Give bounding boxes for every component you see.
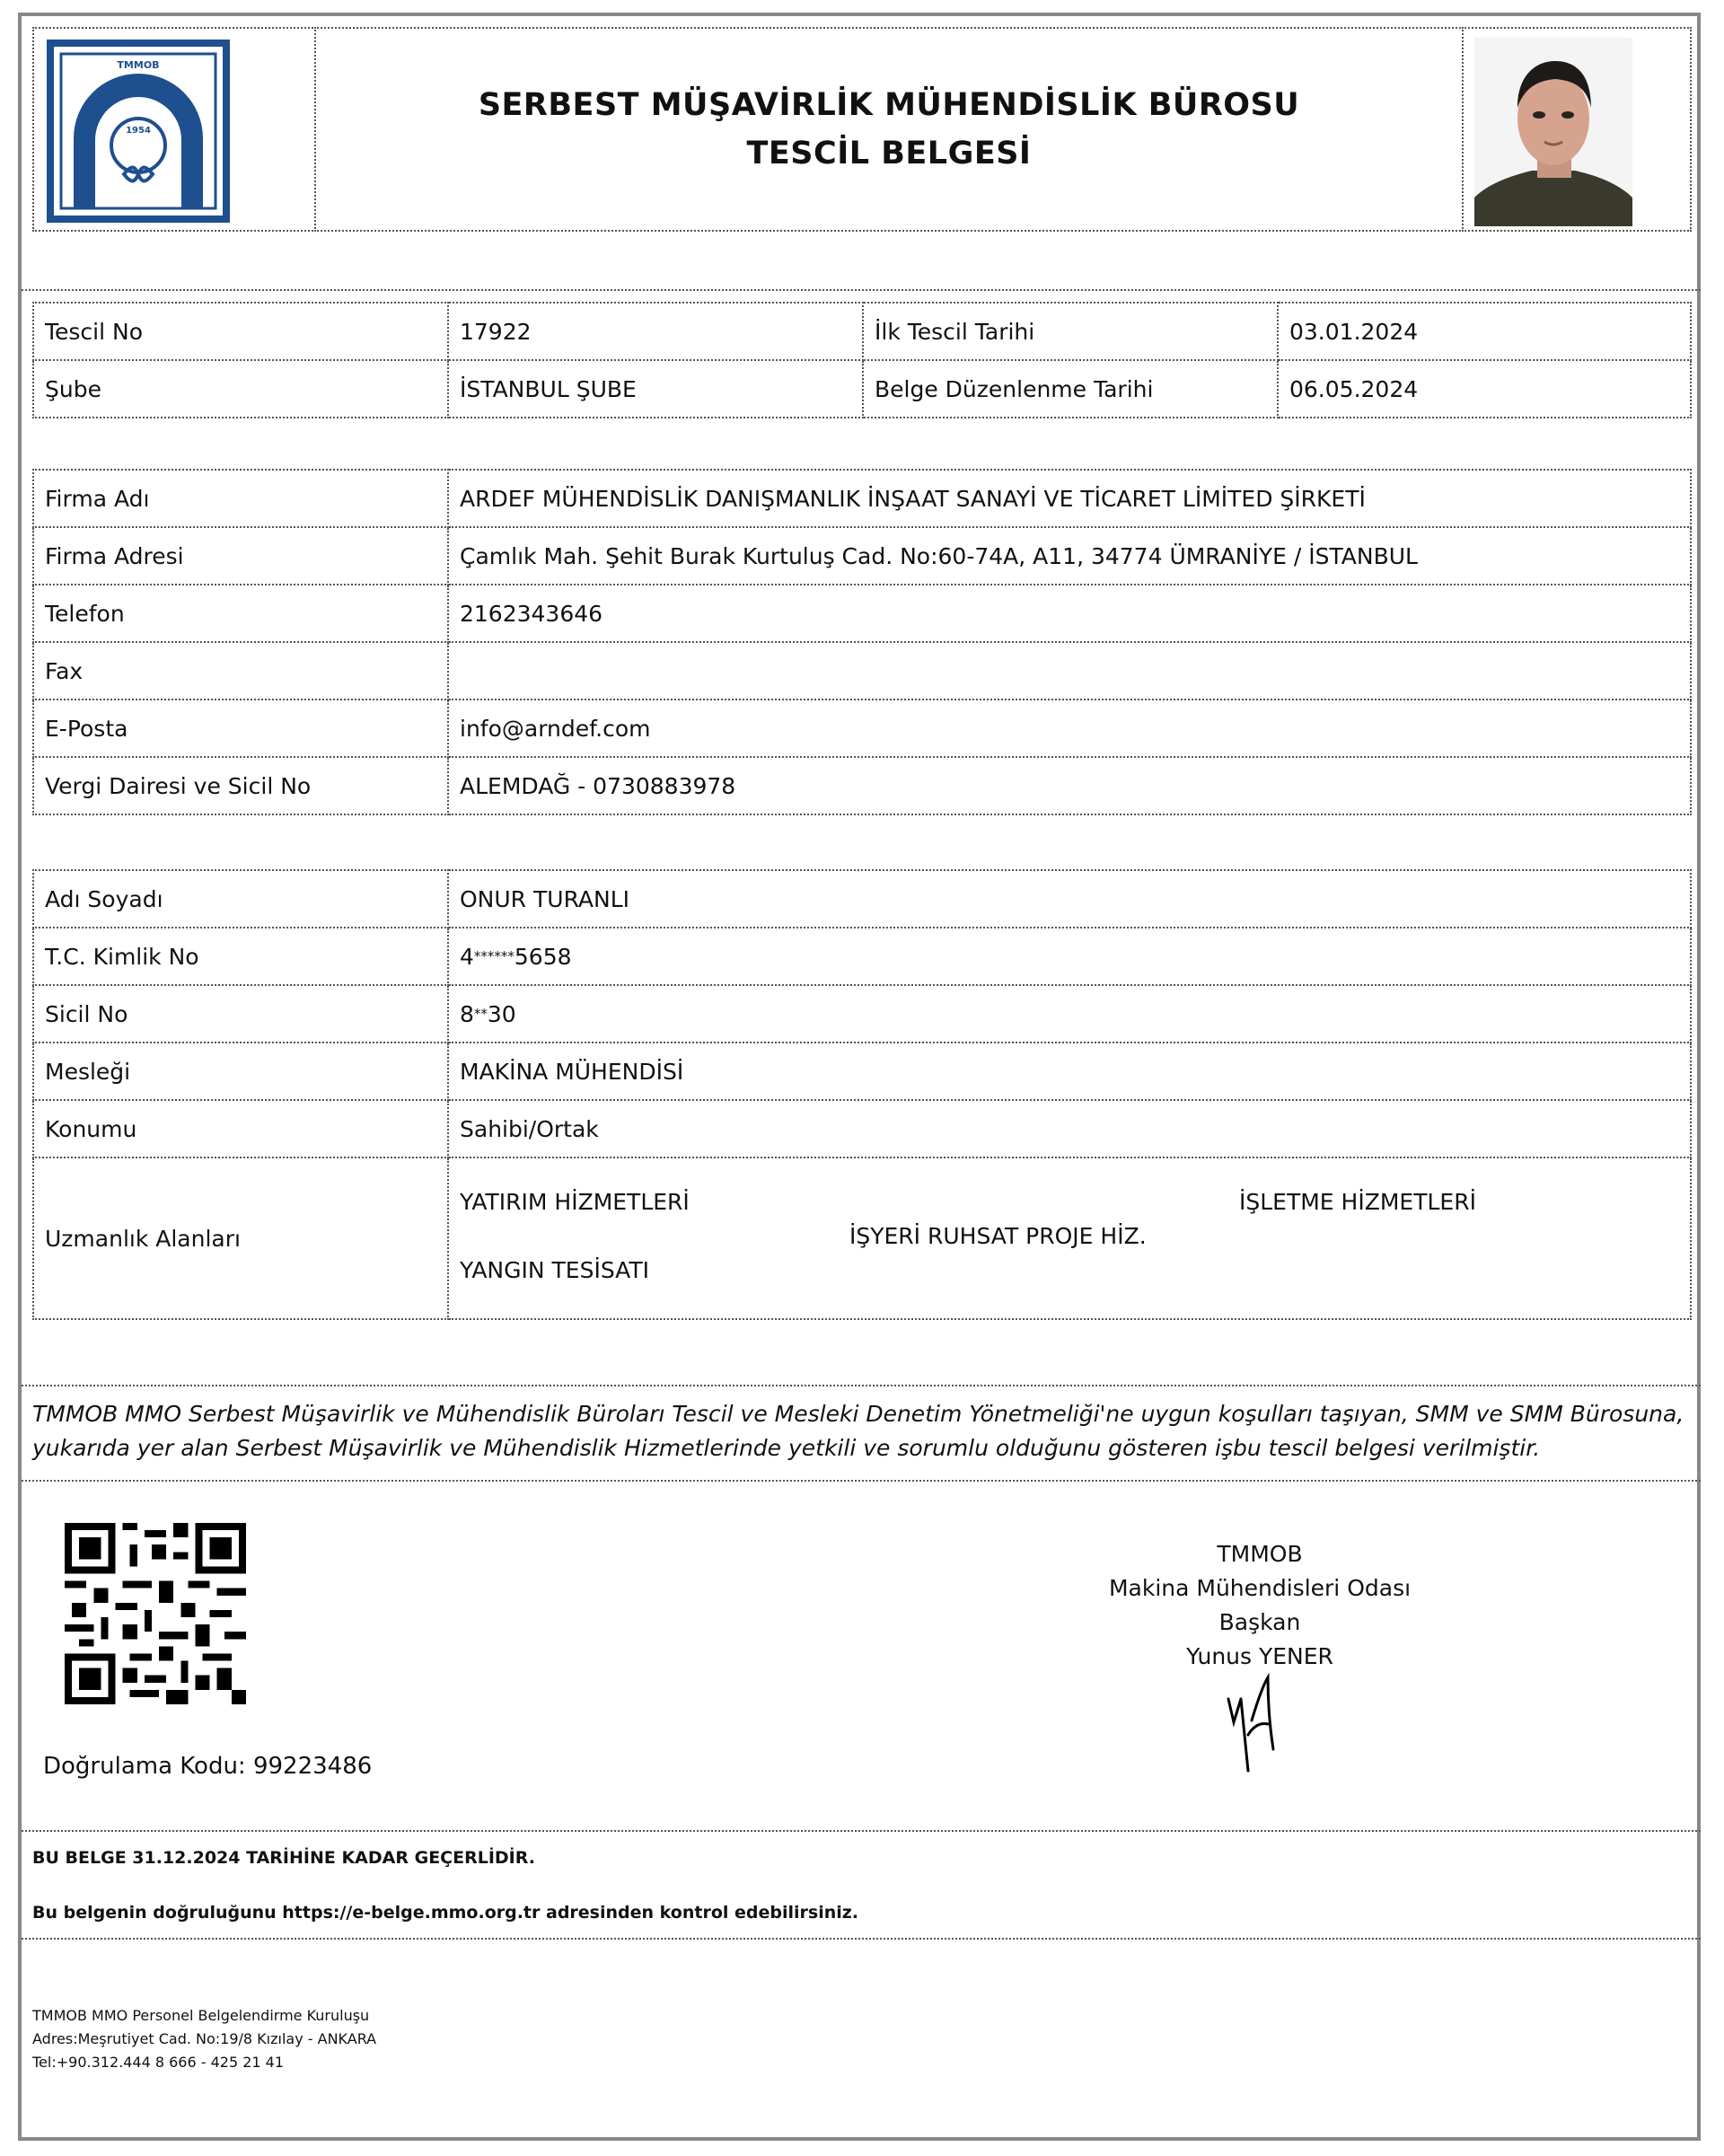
firm-label: Firma Adı: [33, 470, 448, 527]
person-label: Konumu: [33, 1100, 448, 1157]
person-value: MAKİNA MÜHENDİSİ: [448, 1043, 1691, 1100]
person-label: Mesleği: [33, 1043, 448, 1100]
table-row: [33, 303, 1691, 360]
signatory-name: Yunus YENER: [1186, 1643, 1333, 1669]
table-row: [33, 1100, 1691, 1157]
footer-phone: Tel:+90.312.444 8 666 - 425 21 41: [32, 2054, 285, 2071]
table-row: [33, 700, 1691, 757]
table-row: [33, 470, 1691, 527]
expertise-cell: [448, 1157, 1691, 1319]
firm-value: info@arndef.com: [448, 700, 1691, 757]
table-row: [33, 985, 1691, 1043]
sube-value: İSTANBUL ŞUBE: [448, 360, 863, 418]
expertise-item: İŞLETME HİZMETLERİ: [1239, 1189, 1476, 1215]
signatory-org: TMMOB: [1217, 1541, 1303, 1567]
person-label: Sicil No: [33, 985, 448, 1043]
section-divider: [22, 1938, 1701, 1940]
ilk-tescil-label: İlk Tescil Tarihi: [863, 303, 1278, 360]
person-value: Sahibi/Ortak: [448, 1100, 1691, 1157]
table-row: [33, 527, 1691, 585]
person-photo: [1474, 38, 1632, 226]
verification-qr-code: [65, 1523, 246, 1704]
sicil-no-value: 8**30: [448, 985, 1691, 1043]
tescil-no-label: Tescil No: [33, 303, 448, 360]
section-divider: [22, 1385, 1701, 1386]
verification-code: Doğrulama Kodu: 99223486: [43, 1753, 373, 1780]
tc-kimlik-value: 4******5658: [448, 928, 1691, 985]
certificate-statement: TMMOB MMO Serbest Müşavirlik ve Mühendislik Büroları Tescil ve Mesleki Denetim Yönetmeliği'ne uygun koşulları taşıyan, SMM ve SMM Bürosuna, yukarıda yer alan Serbest Müşavirlik ve Mühendislik Hizmetlerinde yetkili ve sorumlu olduğunu gösteren işbu tescil belgesi verilmiştir.: [32, 1401, 1684, 1461]
duzenlenme-label: Belge Düzenlenme Tarihi: [863, 360, 1278, 418]
firm-value: Çamlık Mah. Şehit Burak Kurtuluş Cad. No:60-74A, A11, 34774 ÜMRANİYE / İSTANBUL: [448, 527, 1691, 585]
title-box: [314, 27, 1464, 232]
firm-table: [32, 469, 1692, 815]
table-row: [33, 870, 1691, 928]
signatory-chamber: Makina Mühendisleri Odası: [1108, 1575, 1412, 1601]
firm-label: Fax: [33, 642, 448, 700]
section-divider: [22, 1830, 1701, 1832]
signatory-title: Başkan: [1218, 1609, 1301, 1635]
person-value: ONUR TURANLI: [448, 870, 1691, 928]
duzenlenme-value: 06.05.2024: [1278, 360, 1691, 418]
footer-org: TMMOB MMO Personel Belgelendirme Kuruluşu: [32, 2007, 370, 2024]
table-row: [33, 585, 1691, 642]
handwritten-signature: [1221, 1672, 1302, 1776]
ilk-tescil-value: 03.01.2024: [1278, 303, 1691, 360]
firm-label: Telefon: [33, 585, 448, 642]
document-title-line2: TESCİL BELGESİ: [746, 136, 1032, 172]
expertise-item: YANGIN TESİSATI: [460, 1257, 649, 1283]
firm-label: Firma Adresi: [33, 527, 448, 585]
person-label: Adı Soyadı: [33, 870, 448, 928]
verification-note: Bu belgenin doğruluğunu https://e-belge.mmo.org.tr adresinden kontrol edebilirsiniz.: [32, 1903, 859, 1923]
table-row: [33, 360, 1691, 418]
logo-box: [32, 27, 316, 232]
firm-value: ARDEF MÜHENDİSLİK DANIŞMANLIK İNŞAAT SANAYİ VE TİCARET LİMİTED ŞİRKETİ: [448, 470, 1691, 527]
table-row: [33, 1043, 1691, 1100]
firm-value: [448, 642, 1691, 700]
validity-note: BU BELGE 31.12.2024 TARİHİNE KADAR GEÇERLİDİR.: [32, 1848, 535, 1868]
person-label: T.C. Kimlik No: [33, 928, 448, 985]
svg-text:MAKİNA MÜHENDİSLERİ ODASI: MAKİNA MÜHENDİSLERİ ODASI: [75, 75, 200, 130]
table-row: [33, 642, 1691, 700]
table-row: [33, 1157, 1691, 1319]
firm-value: 2162343646: [448, 585, 1691, 642]
expertise-item: YATIRIM HİZMETLERİ: [460, 1189, 690, 1215]
footer-address: Adres:Meşrutiyet Cad. No:19/8 Kızılay - ANKARA: [32, 2030, 377, 2047]
expertise-label: Uzmanlık Alanları: [33, 1157, 448, 1319]
section-divider: [22, 1480, 1701, 1482]
photo-box: [1462, 27, 1692, 232]
firm-value: ALEMDAĞ - 0730883978: [448, 757, 1691, 814]
table-row: [33, 757, 1691, 814]
expertise-item: İŞYERİ RUHSAT PROJE HİZ.: [849, 1223, 1147, 1249]
svg-text:TMMOB: TMMOB: [117, 59, 160, 71]
tmmob-mmo-logo: [47, 40, 230, 223]
document-title-line1: SERBEST MÜŞAVİRLİK MÜHENDİSLİK BÜROSU: [478, 87, 1300, 123]
table-row: [33, 928, 1691, 985]
firm-label: Vergi Dairesi ve Sicil No: [33, 757, 448, 814]
tescil-no-value: 17922: [448, 303, 863, 360]
svg-text:1954: 1954: [126, 126, 151, 136]
registry-table: [32, 302, 1692, 418]
firm-label: E-Posta: [33, 700, 448, 757]
sube-label: Şube: [33, 360, 448, 418]
person-table: [32, 869, 1692, 1320]
section-divider: [22, 289, 1701, 291]
